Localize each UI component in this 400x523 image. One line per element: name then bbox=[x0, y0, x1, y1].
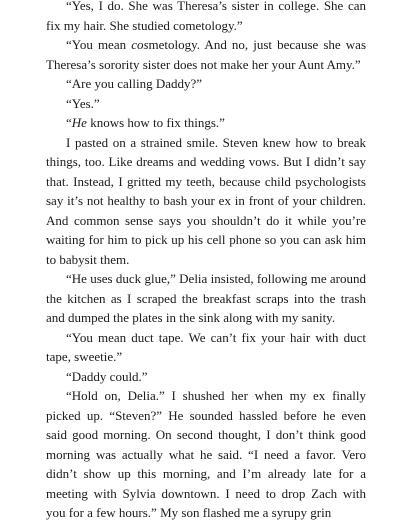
text-segment: “Yes.” bbox=[66, 95, 100, 111]
paragraph bbox=[46, 74, 366, 94]
text-segment: knows how to fix things.” bbox=[86, 115, 225, 130]
emphasis-text: cos bbox=[131, 37, 149, 52]
text-segment: I pasted on a strained smile. Steven knew how to break things, too. Like dreams and wedding vows. But I didn’t say that. Instead, I gritted my teeth, because child psychologists say it’s not healthy to bash your ex in front of your children. And common sense says you shouldn’t do it while you’re waiting for him to pick up his cell phone so you can ask him to babysit them. bbox=[46, 134, 366, 267]
paragraph bbox=[46, 35, 366, 74]
paragraph bbox=[46, 269, 366, 328]
text-segment: “Hold on, Delia.” I shushed her when my ex finally picked up. “Steven?” He sounded hassled before he even said good morning. On second thought, I don’t think good morning was actually what he said. “I need a favor. Vero didn’t show up this morning, and I’m already late for a meeting with Sylvia downtown. I need to drop Zach with you for a few hours.” My son flashed me a syrupy grin bbox=[46, 388, 366, 520]
paragraph bbox=[46, 367, 366, 387]
text-segment: “ bbox=[66, 115, 72, 130]
text-segment: “He uses duck glue,” Delia insisted, following me around the kitchen as I scraped the breakfast scraps into the trash and dumped the plates in the sink along with my sanity. bbox=[46, 271, 366, 325]
paragraph bbox=[46, 94, 366, 114]
paragraph bbox=[46, 386, 366, 523]
paragraph bbox=[46, 133, 366, 270]
text-segment: “Yes, I do. She was Theresa’s sister in college. She can fix my hair. She studied cometology.” bbox=[46, 0, 366, 33]
text-segment: “You mean duct tape. We can’t fix your hair with duct tape, sweetie.” bbox=[46, 329, 366, 364]
text-segment: “Daddy could.” bbox=[66, 368, 148, 384]
text-segment: metology. And no, just because she was Theresa’s sorority sister does not make her your Aunt Amy.” bbox=[46, 37, 366, 72]
paragraph bbox=[46, 328, 366, 367]
text-segment: “You mean bbox=[66, 37, 132, 52]
body-text bbox=[46, 0, 366, 523]
paragraph bbox=[46, 0, 366, 35]
text-segment: “Are you calling Daddy?” bbox=[66, 76, 203, 91]
paragraph bbox=[46, 113, 366, 133]
emphasis-text: He bbox=[71, 115, 87, 130]
